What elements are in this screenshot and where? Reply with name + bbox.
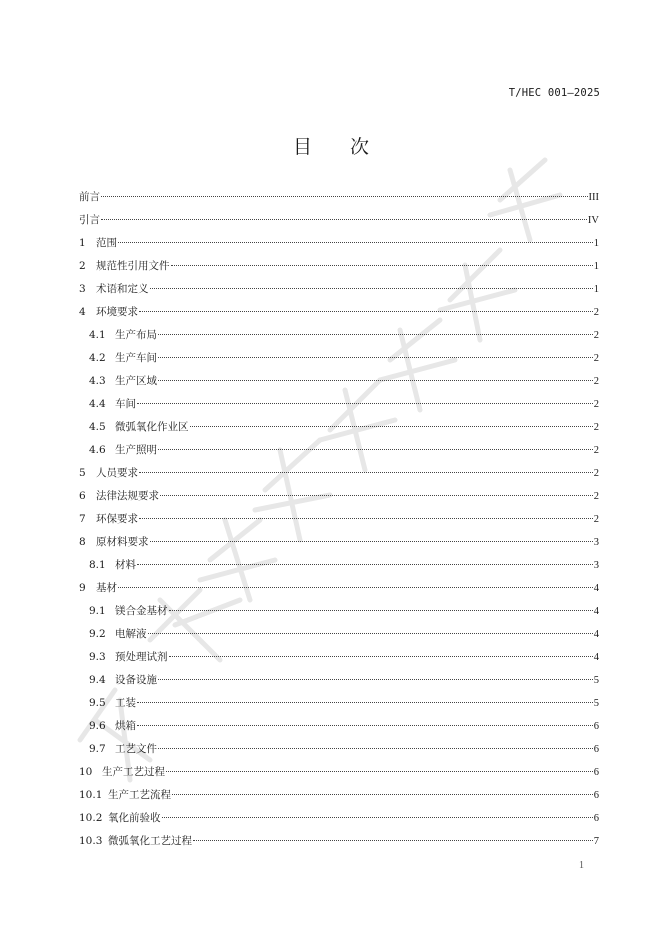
toc-entry-page: 2 (593, 468, 599, 479)
toc-entry-page: 2 (593, 353, 599, 364)
toc-entry-label: 材料 (115, 559, 136, 571)
toc-dot-leader (137, 403, 593, 404)
toc-entry[interactable] (79, 830, 599, 853)
toc-entry-number: 9.7 (89, 743, 106, 755)
toc-entry[interactable] (79, 554, 599, 577)
toc-entry-label: 电解液 (115, 628, 147, 640)
toc-entry[interactable] (79, 393, 599, 416)
toc-dot-leader (158, 748, 593, 749)
toc-dot-leader (169, 656, 593, 657)
toc-entry-page: 2 (593, 514, 599, 525)
toc-entry-page: 4 (593, 629, 599, 640)
toc-entry-page: 2 (593, 422, 599, 433)
table-of-contents (79, 186, 599, 853)
toc-dot-leader (101, 219, 587, 220)
toc-entry-page: 4 (593, 652, 599, 663)
toc-entry-number: 1 (79, 237, 86, 249)
toc-entry-label: 生产布局 (115, 329, 157, 341)
toc-entry-number: 10.3 (79, 835, 103, 847)
toc-entry[interactable] (79, 577, 599, 600)
toc-entry[interactable] (79, 600, 599, 623)
toc-entry-page: 2 (593, 491, 599, 502)
toc-entry-page: 6 (593, 813, 599, 824)
toc-dot-leader (190, 426, 593, 427)
toc-entry-label: 设备设施 (115, 674, 157, 686)
toc-entry-number: 9 (79, 582, 86, 594)
toc-entry[interactable] (79, 784, 599, 807)
toc-entry-number: 9.3 (89, 651, 106, 663)
toc-dot-leader (148, 633, 593, 634)
toc-entry-page: 2 (593, 445, 599, 456)
toc-entry[interactable] (79, 508, 599, 531)
toc-entry-label: 镁合金基材 (115, 605, 168, 617)
toc-entry-page: 6 (593, 790, 599, 801)
toc-entry-number: 4.4 (89, 398, 106, 410)
toc-entry-number: 10 (79, 766, 93, 778)
toc-entry-page: 6 (593, 721, 599, 732)
toc-entry[interactable] (79, 462, 599, 485)
toc-entry-page: 1 (593, 261, 599, 272)
toc-entry-number: 4.3 (89, 375, 106, 387)
toc-dot-leader (118, 587, 593, 588)
toc-entry[interactable] (79, 301, 599, 324)
toc-dot-leader (139, 518, 593, 519)
toc-entry[interactable] (79, 324, 599, 347)
toc-entry-label: 法律法规要求 (96, 490, 159, 502)
document-code: T/HEC 001—2025 (508, 87, 600, 99)
toc-entry-label: 基材 (96, 582, 117, 594)
toc-entry-label: 生产照明 (115, 444, 157, 456)
toc-entry-number: 4.2 (89, 352, 106, 364)
toc-dot-leader (150, 288, 593, 289)
toc-dot-leader (137, 702, 593, 703)
toc-entry-number: 8.1 (89, 559, 106, 571)
toc-entry-label: 人员要求 (96, 467, 138, 479)
toc-entry[interactable] (79, 738, 599, 761)
toc-entry-page: 2 (593, 307, 599, 318)
toc-entry-number: 10.1 (79, 789, 103, 801)
toc-dot-leader (150, 541, 593, 542)
toc-entry[interactable] (79, 623, 599, 646)
toc-entry-label: 生产区域 (115, 375, 157, 387)
toc-entry[interactable] (79, 761, 599, 784)
toc-entry-number: 9.6 (89, 720, 106, 732)
toc-dot-leader (158, 357, 593, 358)
toc-entry-number: 7 (79, 513, 86, 525)
toc-entry[interactable] (79, 485, 599, 508)
toc-dot-leader (137, 564, 593, 565)
toc-entry-page: 3 (593, 537, 599, 548)
toc-dot-leader (169, 610, 593, 611)
toc-dot-leader (139, 472, 593, 473)
toc-entry[interactable] (79, 646, 599, 669)
toc-entry[interactable] (79, 715, 599, 738)
toc-entry[interactable] (79, 416, 599, 439)
toc-entry-label: 氧化前验收 (108, 812, 161, 824)
toc-entry-label: 引言 (79, 214, 100, 226)
toc-entry-page: 2 (593, 376, 599, 387)
toc-dot-leader (193, 840, 593, 841)
toc-entry-number: 9.1 (89, 605, 106, 617)
toc-title-left: 目 (292, 136, 312, 158)
toc-entry-label: 前言 (79, 191, 100, 203)
toc-entry-page: 2 (593, 330, 599, 341)
toc-entry-label: 环境要求 (96, 306, 138, 318)
toc-dot-leader (139, 311, 593, 312)
toc-dot-leader (101, 196, 588, 197)
toc-entry-page: 1 (593, 238, 599, 249)
toc-entry-number: 6 (79, 490, 86, 502)
toc-entry-label: 工艺文件 (115, 743, 157, 755)
toc-dot-leader (158, 449, 593, 450)
toc-entry[interactable] (79, 255, 599, 278)
toc-entry[interactable] (79, 347, 599, 370)
toc-entry-number: 9.5 (89, 697, 106, 709)
toc-entry[interactable] (79, 370, 599, 393)
toc-entry-number: 8 (79, 536, 86, 548)
toc-entry-label: 原材料要求 (96, 536, 149, 548)
toc-entry-page: 6 (593, 767, 599, 778)
toc-entry[interactable] (79, 209, 599, 232)
toc-entry-number: 4 (79, 306, 86, 318)
toc-entry-label: 烘箱 (115, 720, 136, 732)
toc-dot-leader (158, 380, 593, 381)
toc-entry-label: 工装 (115, 697, 136, 709)
toc-entry-label: 微弧氧化工艺过程 (108, 835, 192, 847)
toc-entry-label: 微弧氧化作业区 (115, 421, 189, 433)
toc-dot-leader (160, 495, 593, 496)
toc-entry-number: 9.4 (89, 674, 106, 686)
toc-entry[interactable] (79, 531, 599, 554)
toc-entry-page: 3 (593, 560, 599, 571)
toc-entry-label: 生产工艺过程 (102, 766, 165, 778)
toc-entry-label: 车间 (115, 398, 136, 410)
toc-entry-page: 1 (593, 284, 599, 295)
toc-entry[interactable] (79, 232, 599, 255)
toc-title (0, 132, 662, 159)
toc-entry-page: 5 (593, 675, 599, 686)
toc-dot-leader (172, 794, 593, 795)
toc-entry[interactable] (79, 439, 599, 462)
toc-entry-page: 5 (593, 698, 599, 709)
toc-entry-page: 2 (593, 399, 599, 410)
toc-entry-label: 生产工艺流程 (108, 789, 171, 801)
toc-dot-leader (166, 771, 593, 772)
toc-entry-page: 6 (593, 744, 599, 755)
toc-dot-leader (162, 817, 593, 818)
toc-entry-number: 2 (79, 260, 86, 272)
toc-entry-label: 环保要求 (96, 513, 138, 525)
toc-title-right: 次 (350, 136, 370, 158)
toc-entry[interactable] (79, 807, 599, 830)
toc-dot-leader (137, 725, 593, 726)
toc-entry-label: 生产车间 (115, 352, 157, 364)
toc-entry-page: III (588, 192, 599, 203)
toc-entry-number: 10.2 (79, 812, 103, 824)
toc-entry-label: 规范性引用文件 (96, 260, 170, 272)
toc-entry-page: IV (587, 215, 599, 226)
toc-dot-leader (118, 242, 593, 243)
toc-entry-number: 9.2 (89, 628, 106, 640)
toc-dot-leader (158, 334, 593, 335)
toc-entry-label: 预处理试剂 (115, 651, 168, 663)
toc-entry-page: 4 (593, 606, 599, 617)
toc-entry-label: 范围 (96, 237, 117, 249)
toc-entry[interactable] (79, 669, 599, 692)
toc-entry-number: 5 (79, 467, 86, 479)
toc-entry-number: 4.6 (89, 444, 106, 456)
toc-entry-label: 术语和定义 (96, 283, 149, 295)
toc-entry[interactable] (79, 186, 599, 209)
toc-entry-number: 4.1 (89, 329, 106, 341)
toc-entry-page: 4 (593, 583, 599, 594)
toc-entry-number: 4.5 (89, 421, 106, 433)
toc-dot-leader (158, 679, 593, 680)
toc-entry-number: 3 (79, 283, 86, 295)
toc-entry[interactable] (79, 692, 599, 715)
toc-dot-leader (171, 265, 593, 266)
toc-entry-page: 7 (593, 836, 599, 847)
toc-entry[interactable] (79, 278, 599, 301)
page-number: 1 (579, 860, 584, 871)
